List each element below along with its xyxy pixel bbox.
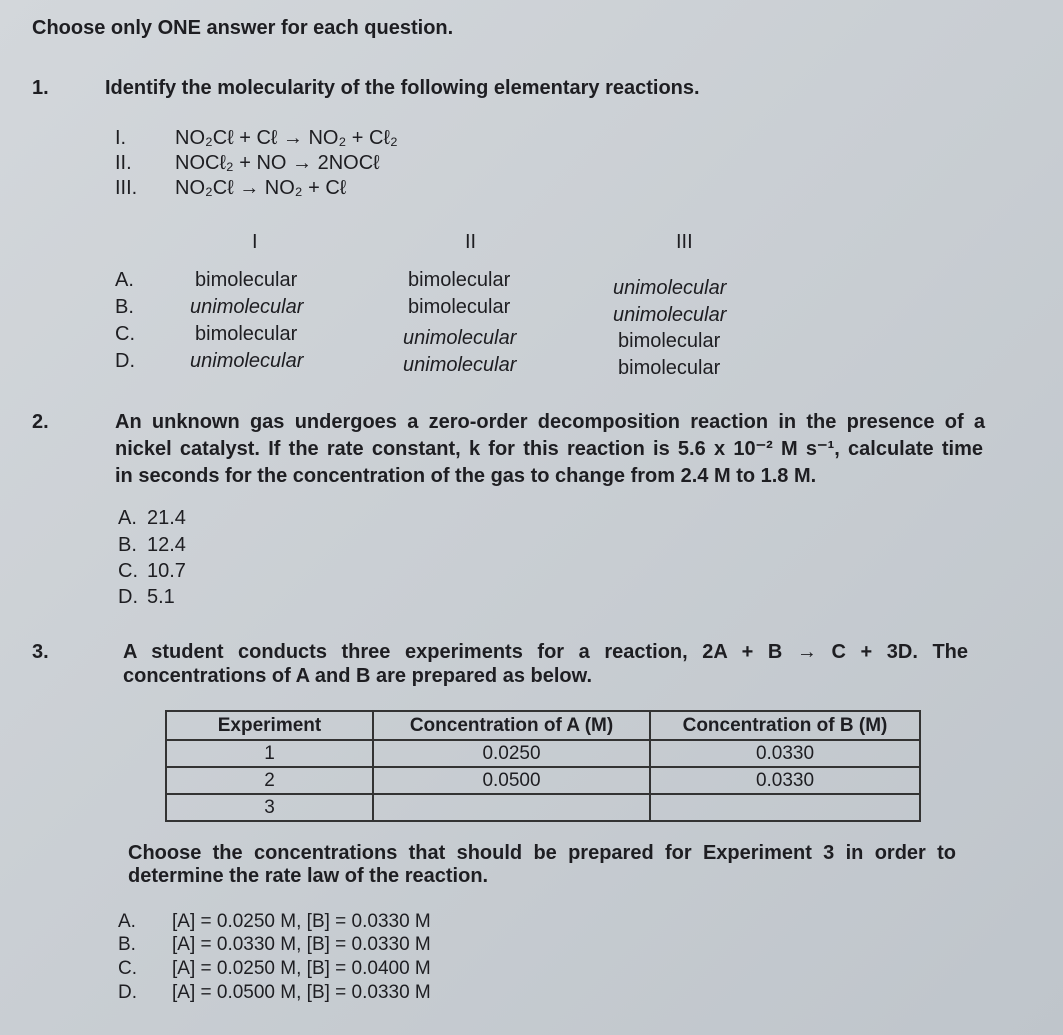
q3-text-line: A student conducts three experiments for a reaction, 2A + B → C + 3D. The	[123, 641, 968, 663]
table-cell: 0.0250	[373, 740, 650, 767]
option-value: bimolecular	[618, 330, 721, 352]
option-letter: C.	[118, 560, 138, 582]
reaction-label: III.	[115, 177, 138, 199]
q3-prompt-line: determine the rate law of the reaction.	[128, 865, 489, 887]
option-value: 10.7	[147, 560, 186, 582]
option-value: bimolecular	[408, 269, 511, 291]
table-cell: 2	[166, 767, 373, 794]
q2-number: 2.	[32, 411, 49, 433]
table-header: Experiment	[166, 711, 373, 740]
option-value: 21.4	[147, 507, 186, 529]
q3-prompt-line: Choose the concentrations that should be prepared for Experiment 3 in order to	[128, 842, 956, 864]
option-value: unimolecular	[190, 350, 304, 372]
option-value: [A] = 0.0500 M, [B] = 0.0330 M	[172, 982, 431, 1003]
option-letter: B.	[118, 934, 136, 955]
table-cell: 0.0500	[373, 767, 650, 794]
q3-number: 3.	[32, 641, 49, 663]
option-value: [A] = 0.0250 M, [B] = 0.0400 M	[172, 958, 431, 979]
reaction-label: II.	[115, 152, 132, 174]
table-cell: 3	[166, 794, 373, 821]
option-value: [A] = 0.0250 M, [B] = 0.0330 M	[172, 911, 431, 932]
option-value: [A] = 0.0330 M, [B] = 0.0330 M	[172, 934, 431, 955]
reaction-formula: NO₂Cℓ + Cℓ → NO₂ + Cℓ₂	[175, 127, 398, 149]
option-letter: A.	[118, 507, 137, 529]
table-cell: 0.0330	[650, 767, 920, 794]
option-value: unimolecular	[403, 327, 517, 349]
q1-text: Identify the molecularity of the following elementary reactions.	[105, 77, 700, 99]
table-cell: 0.0330	[650, 740, 920, 767]
option-letter: B.	[118, 534, 137, 556]
table-row	[166, 740, 920, 767]
reaction-formula: NOCℓ₂ + NO → 2NOCℓ	[175, 152, 380, 174]
option-value: bimolecular	[195, 323, 298, 345]
option-letter: B.	[115, 296, 134, 318]
option-value: unimolecular	[613, 304, 727, 326]
column-header: I	[252, 231, 258, 253]
table-cell	[650, 794, 920, 821]
option-value: bimolecular	[618, 357, 721, 379]
table-header: Concentration of A (M)	[373, 711, 650, 740]
option-value: 12.4	[147, 534, 186, 556]
q2-text-line: An unknown gas undergoes a zero-order decomposition reaction in the presence of a	[115, 411, 985, 433]
option-value: unimolecular	[403, 354, 517, 376]
table-header-row	[166, 711, 920, 740]
option-value: unimolecular	[613, 277, 727, 299]
reaction-label: I.	[115, 127, 127, 149]
experiment-table	[165, 710, 921, 822]
q2-text-line: nickel catalyst. If the rate constant, k for this reaction is 5.6 x 10⁻² M s⁻¹, calculate time	[115, 438, 983, 460]
option-value: bimolecular	[195, 269, 298, 291]
column-header: III	[676, 231, 693, 253]
table-row	[166, 767, 920, 794]
table-header: Concentration of B (M)	[650, 711, 920, 740]
table-cell	[373, 794, 650, 821]
table-cell: 1	[166, 740, 373, 767]
table-row	[166, 794, 920, 821]
option-letter: C.	[115, 323, 135, 345]
q2-text-line: in seconds for the concentration of the gas to change from 2.4 M to 1.8 M.	[115, 465, 817, 487]
column-header: II	[465, 231, 477, 253]
option-letter: D.	[118, 982, 137, 1003]
option-letter: D.	[118, 586, 138, 608]
q3-text-line: concentrations of A and B are prepared as below.	[123, 665, 592, 687]
instruction: Choose only ONE answer for each question.	[32, 17, 454, 39]
option-value: bimolecular	[408, 296, 511, 318]
option-letter: A.	[118, 911, 136, 932]
option-letter: A.	[115, 269, 134, 291]
option-letter: D.	[115, 350, 135, 372]
option-value: 5.1	[147, 586, 175, 608]
option-letter: C.	[118, 958, 137, 979]
reaction-formula: NO₂Cℓ → NO₂ + Cℓ	[175, 177, 347, 199]
q1-number: 1.	[32, 77, 49, 99]
option-value: unimolecular	[190, 296, 304, 318]
